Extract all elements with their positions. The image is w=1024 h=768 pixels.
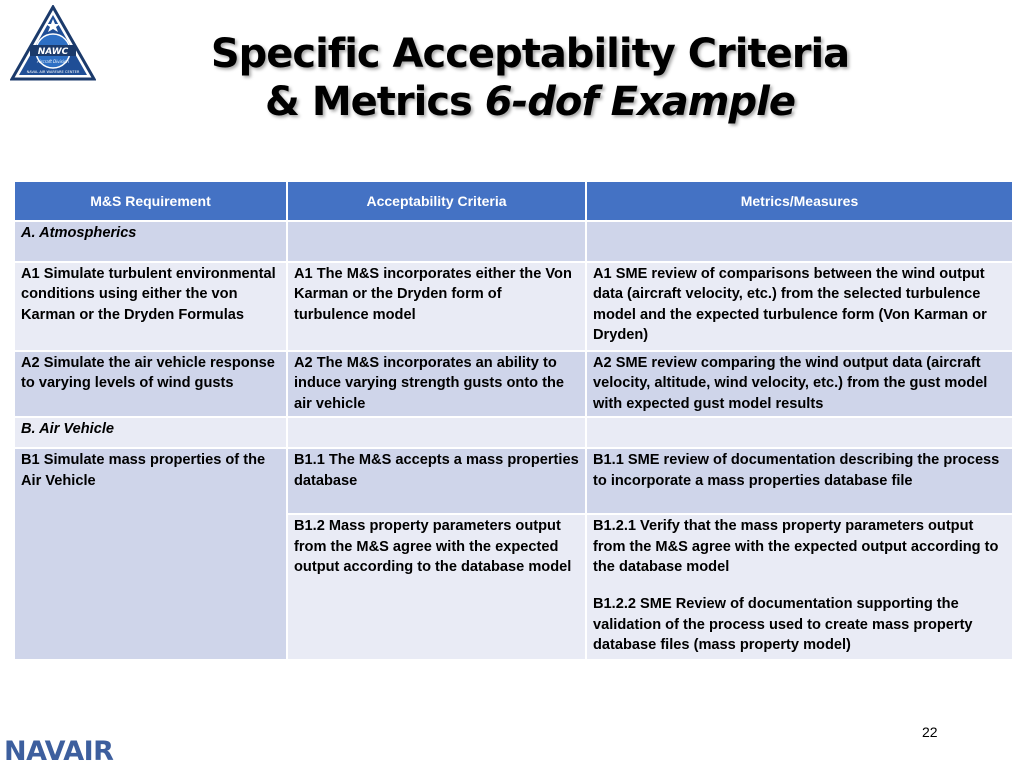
metrics-cell: A1 SME review of comparisons between the wind output data (aircraft velocity, etc.) from the selected turbulence model and the expected turbulence form (Von Karman or Dryden)	[586, 262, 1013, 351]
requirement-cell: A1 Simulate turbulent environmental conditions using either the von Karman or the Dryden Formulas	[14, 262, 287, 351]
nawc-logo-icon	[10, 5, 96, 81]
criteria-cell: B1.2 Mass property parameters output from the M&S agree with the expected output according to the database model	[287, 514, 586, 660]
criteria-cell: A1 The M&S incorporates either the Von Karman or the Dryden form of turbulence model	[287, 262, 586, 351]
column-header-criteria: Acceptability Criteria	[287, 181, 586, 221]
title-line2-prefix: & Metrics	[265, 79, 472, 125]
metrics-paragraph: B1.2.1 Verify that the mass property parameters output from the M&S agree with the expected output according to the database model	[593, 518, 999, 576]
metrics-cell: A2 SME review comparing the wind output data (aircraft velocity, altitude, wind velocity, etc.) from the gust model with expected gust model results	[586, 351, 1013, 417]
page-number: 22	[922, 724, 938, 740]
criteria-table	[13, 180, 1014, 661]
empty-cell	[586, 221, 1013, 262]
page-title	[110, 30, 950, 126]
navair-logo: NAVAIR	[4, 736, 114, 767]
requirement-cell: A2 Simulate the air vehicle response to varying levels of wind gusts	[14, 351, 287, 417]
table-header-row	[14, 181, 1013, 221]
column-header-metrics: Metrics/Measures	[586, 181, 1013, 221]
logo-text: NAWC	[37, 47, 69, 57]
table-row	[14, 351, 1013, 417]
requirement-cell: B1 Simulate mass properties of the Air Vehicle	[14, 448, 287, 660]
criteria-cell: B1.1 The M&S accepts a mass properties database	[287, 448, 586, 514]
table-row	[14, 262, 1013, 351]
title-line2-italic: 6-dof Example	[484, 79, 795, 125]
section-row-atmospherics	[14, 221, 1013, 262]
empty-cell	[287, 417, 586, 448]
empty-cell	[586, 417, 1013, 448]
table-row	[14, 448, 1013, 514]
empty-cell	[287, 221, 586, 262]
metrics-cell	[586, 514, 1013, 660]
metrics-paragraph: B1.2.2 SME Review of documentation supporting the validation of the process used to create mass property database files (mass property model)	[593, 596, 973, 654]
section-label: A. Atmospherics	[14, 221, 287, 262]
logo-subtext: Aircraft Division	[37, 59, 69, 64]
title-line1: Specific Acceptability Criteria	[210, 31, 850, 77]
logo-ring-text: NAVAL AIR WARFARE CENTER	[26, 70, 80, 74]
section-label: B. Air Vehicle	[14, 417, 287, 448]
criteria-cell: A2 The M&S incorporates an ability to induce varying strength gusts onto the air vehicle	[287, 351, 586, 417]
metrics-cell: B1.1 SME review of documentation describing the process to incorporate a mass properties database file	[586, 448, 1013, 514]
section-row-air-vehicle	[14, 417, 1013, 448]
column-header-requirement: M&S Requirement	[14, 181, 287, 221]
